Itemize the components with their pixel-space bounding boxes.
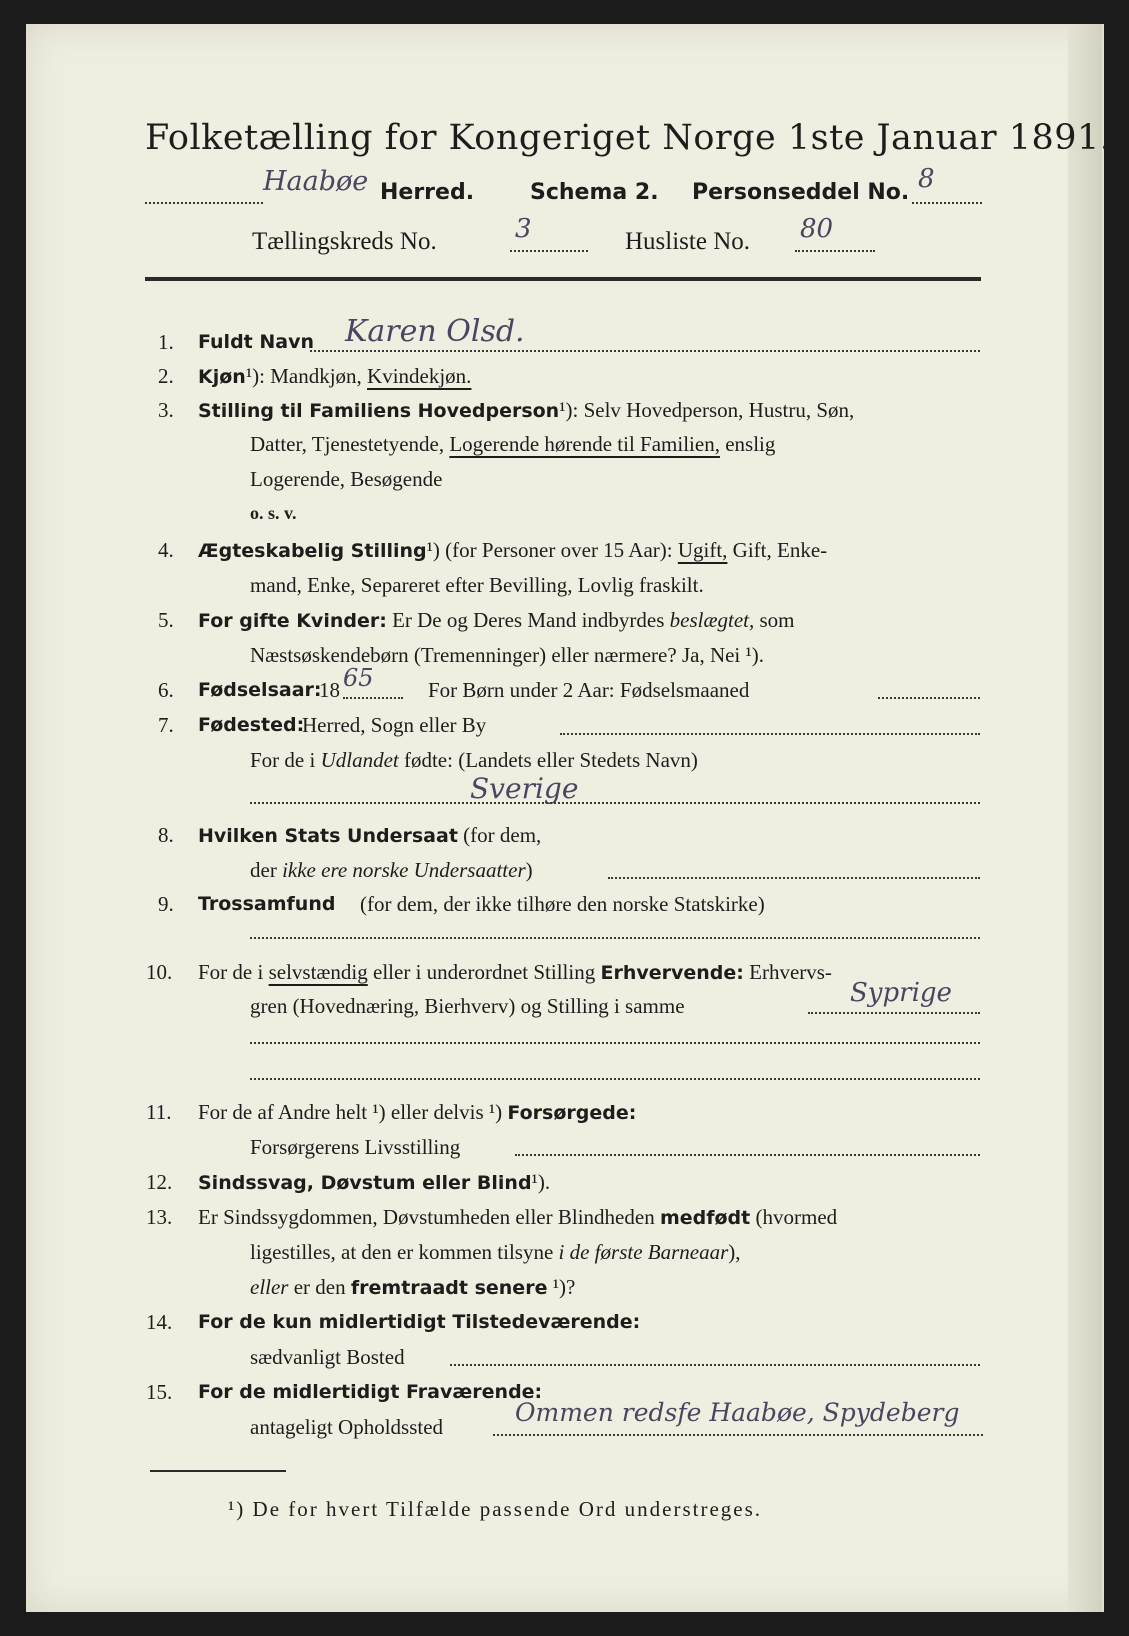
q15-residence-value: Ommen redsfe Haabøe, Spydeberg [515, 1398, 960, 1427]
q5-number: 5. [158, 608, 174, 632]
q4-underlined-ugift: Ugift, [677, 538, 728, 562]
header-rule [145, 277, 981, 281]
q13-line3: eller er den fremtraadt senere ¹)? [250, 1275, 576, 1299]
q14-line2: sædvanligt Bosted [250, 1345, 405, 1369]
q1-label: Fuldt Navn [198, 331, 315, 353]
q3-line4: o. s. v. [250, 503, 297, 523]
q7-number: 7. [158, 713, 174, 737]
q11-line1: For de af Andre helt ¹) eller delvis ¹) Forsørgede: [198, 1100, 637, 1124]
q14-label: For de kun midlertidigt Tilstedeværende: [198, 1311, 641, 1333]
kreds-number: 3 [515, 214, 532, 244]
q15-label: For de midlertidigt Fraværende: [198, 1381, 543, 1403]
q6-birthyear-value: 65 [343, 664, 374, 692]
q4-line2: mand, Enke, Separeret efter Bevilling, Lovlig fraskilt. [250, 573, 704, 597]
q14-number: 14. [146, 1310, 173, 1334]
q10-underlined-selvstaendig: selvstændig [268, 960, 368, 984]
q3-line1: Stilling til Familiens Hovedperson¹): Selv Hovedperson, Hustru, Søn, [198, 398, 855, 422]
q3-line2: Datter, Tjenestetyende, Logerende hørende til Familien, enslig [250, 432, 776, 456]
q8-line2: der ikke ere norske Undersaatter) [250, 858, 533, 882]
q10-line2: gren (Hovednæring, Bierhverv) og Stilling i samme [250, 994, 685, 1018]
q6-number: 6. [158, 678, 174, 702]
q1-name-value: Karen Olsd. [345, 314, 525, 349]
q5-line2: Næstsøskendebørn (Tremenninger) eller nærmere? Ja, Nei ¹). [250, 643, 765, 667]
q2-underlined-kvindekjon: Kvindekjøn. [367, 364, 472, 388]
q5-line1: For gifte Kvinder: Er De og Deres Mand indbyrdes beslægtet, som [198, 608, 795, 632]
q1-number: 1. [158, 330, 174, 354]
q3-number: 3. [158, 398, 174, 422]
personseddel-number: 8 [918, 164, 935, 194]
q15-number: 15. [146, 1380, 173, 1404]
q12-line: Sindssvag, Døvstum eller Blind¹). [198, 1170, 551, 1194]
herred-field [145, 166, 369, 204]
q2-line: Kjøn¹): Mandkjøn, Kvindekjøn. [198, 364, 472, 388]
q7-birthplace-value: Sverige [470, 772, 579, 805]
q10-number: 10. [146, 960, 173, 984]
q13-number: 13. [146, 1205, 173, 1229]
q3-underlined-logerende: Logerende hørende til Familien, [449, 432, 720, 456]
q11-line2: Forsørgerens Livsstilling [250, 1135, 461, 1159]
schema-label: Schema 2. [530, 180, 659, 205]
q13-line1: Er Sindssygdommen, Døvstumheden eller Blindheden medfødt (hvormed [198, 1205, 838, 1229]
footnote-rule [150, 1470, 286, 1472]
herred-handwritten: Haabøe [263, 166, 369, 197]
kreds-label: Tællingskreds No. [252, 228, 437, 255]
page-edge [1068, 24, 1102, 1612]
q3-line3: Logerende, Besøgende [250, 467, 443, 491]
q7-label: Fødested: [198, 714, 305, 736]
q7-line1: Herred, Sogn eller By [302, 713, 487, 737]
footnote: ¹) De for hvert Tilfælde passende Ord understreges. [228, 1497, 763, 1521]
personseddel-label: Personseddel No. [692, 180, 910, 205]
q6-prefix: 18 [319, 678, 340, 702]
q9-number: 9. [158, 892, 174, 916]
q6-label: Fødselsaar: [198, 679, 322, 701]
q8-line1: Hvilken Stats Undersaat (for dem, [198, 823, 542, 847]
herred-label: Herred. [380, 180, 475, 205]
q9-rest: (for dem, der ikke tilhøre den norske Statskirke) [360, 892, 765, 916]
q11-number: 11. [146, 1100, 172, 1124]
form-title: Folketælling for Kongeriget Norge 1ste Januar 1891. [145, 118, 1112, 158]
q2-number: 2. [158, 364, 174, 388]
q8-number: 8. [158, 823, 174, 847]
q10-occupation-value: Syprige [850, 978, 952, 1008]
q10-line1: For de i selvstændig eller i underordnet Stilling Erhvervende: Erhvervs- [198, 960, 832, 984]
q12-number: 12. [146, 1170, 173, 1194]
census-form-sheet [26, 24, 1104, 1612]
q4-line1: Ægteskabelig Stilling¹) (for Personer over 15 Aar): Ugift, Gift, Enke- [198, 538, 828, 562]
husliste-number: 80 [800, 214, 834, 244]
q13-line2: ligestilles, at den er kommen tilsyne i de første Barneaar), [250, 1240, 741, 1264]
q9-label: Trossamfund [198, 893, 336, 915]
q6-rest: For Børn under 2 Aar: Fødselsmaaned [428, 678, 750, 702]
q15-line2: antageligt Opholdssted [250, 1415, 444, 1439]
husliste-label: Husliste No. [625, 228, 750, 255]
q7-line2: For de i Udlandet fødte: (Landets eller Stedets Navn) [250, 748, 698, 772]
q4-number: 4. [158, 538, 174, 562]
